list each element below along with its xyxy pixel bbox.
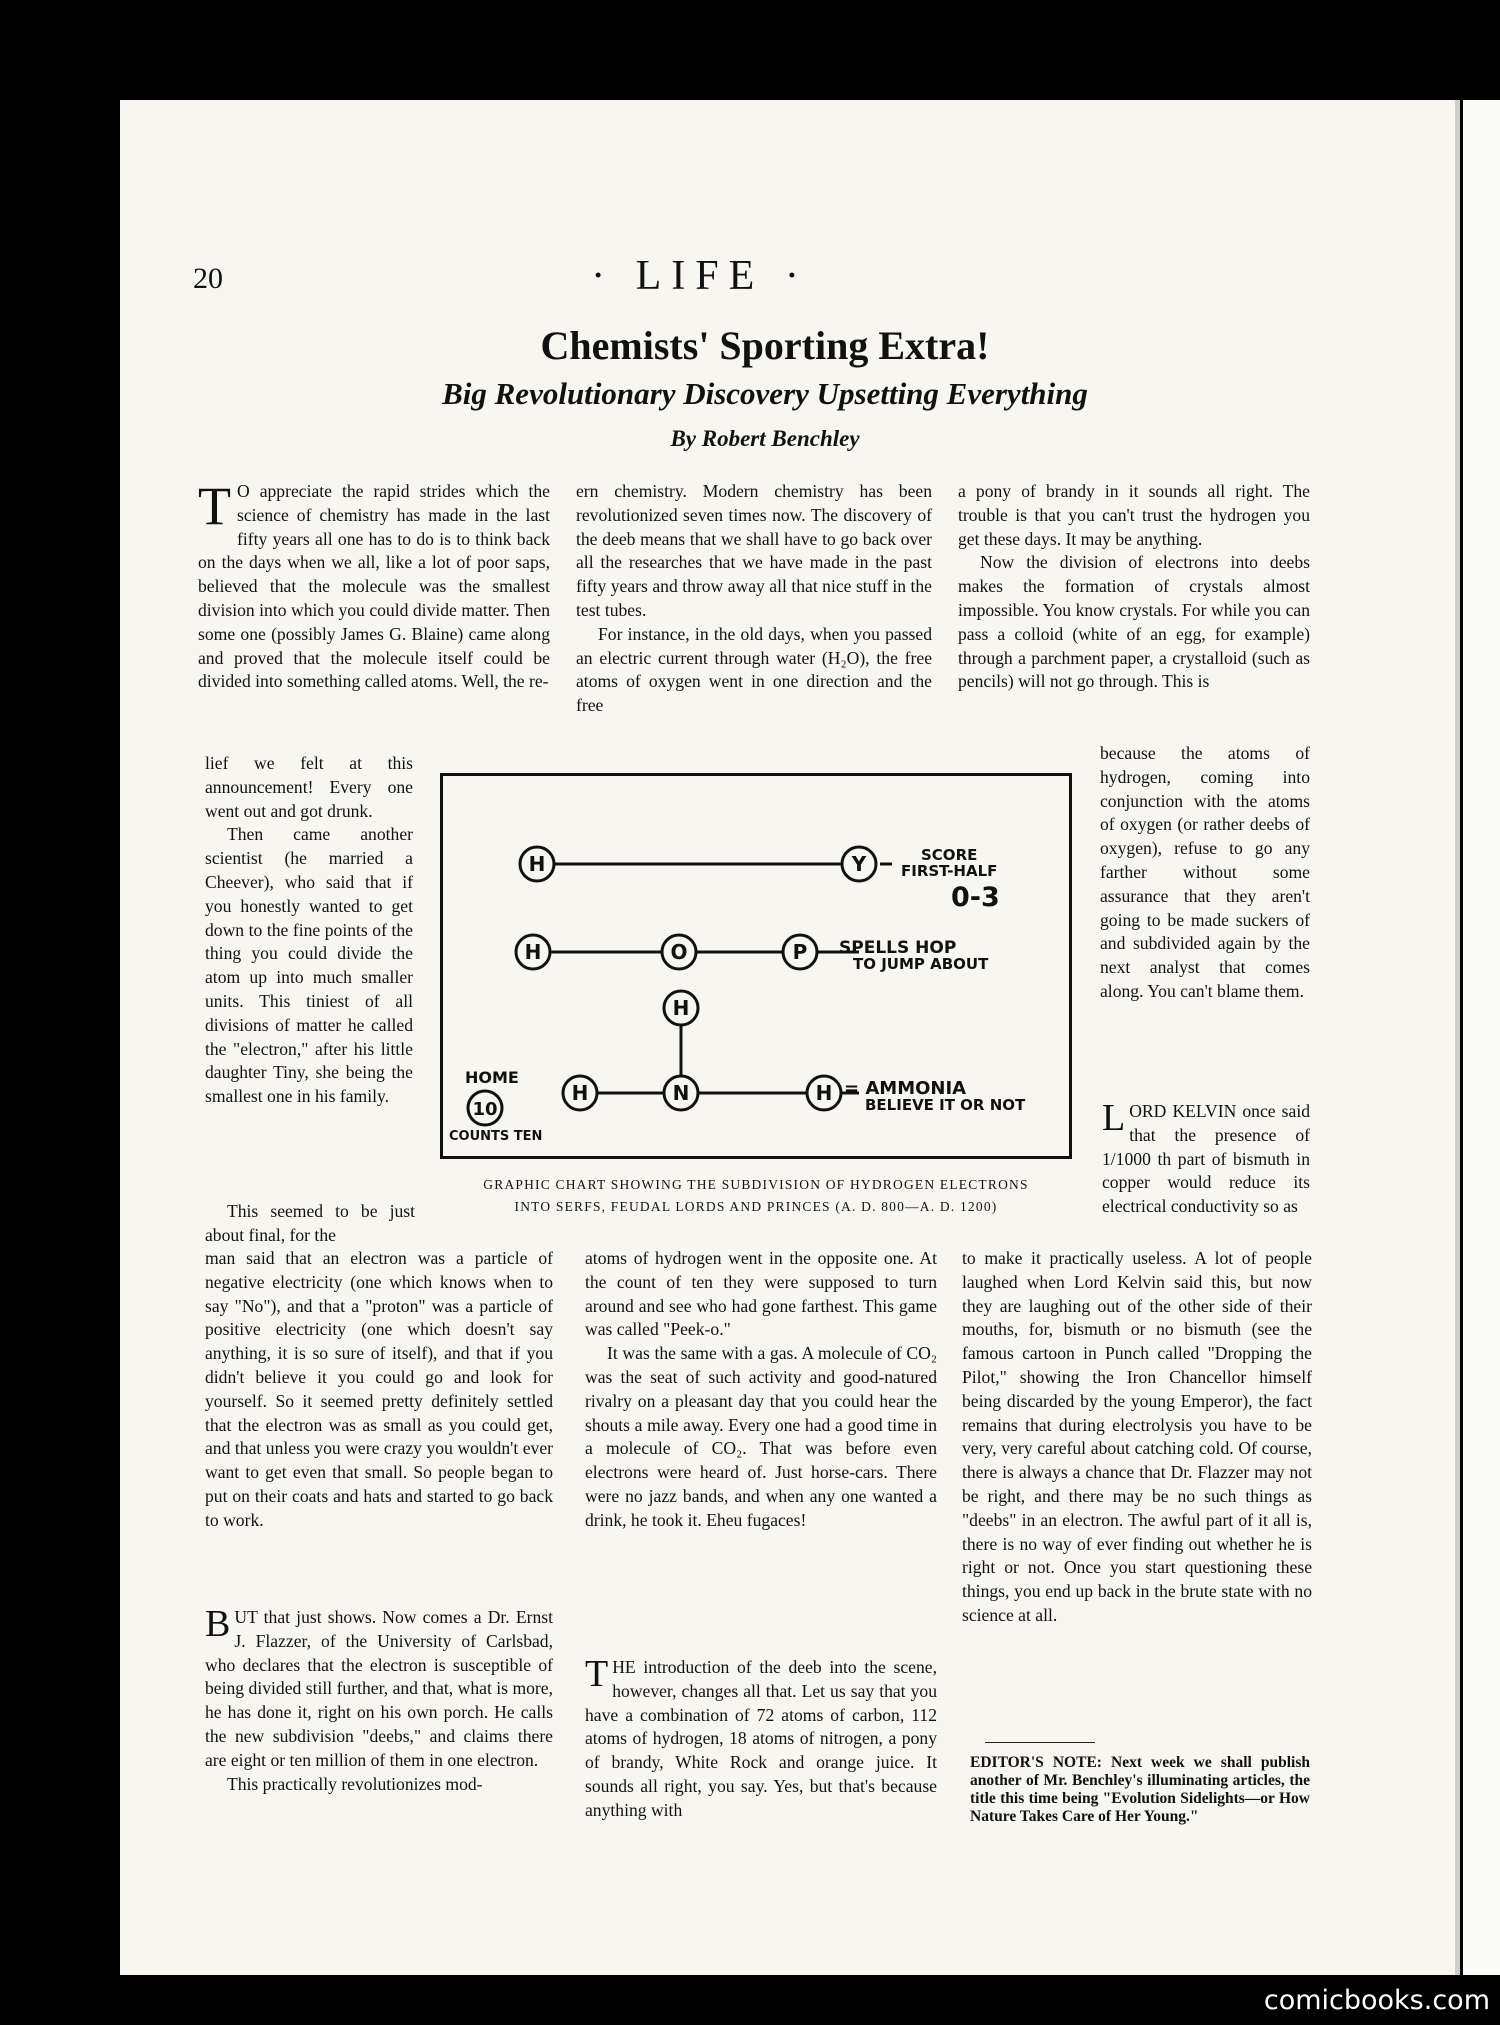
paragraph: This practically revolutionizes mod- (227, 1773, 483, 1794)
atom-label: Y (851, 852, 867, 876)
column-2-bottom (585, 1247, 937, 1533)
note-rule (985, 1742, 1095, 1743)
next-page-edge (1463, 100, 1500, 1975)
chart-caption (440, 1174, 1072, 1218)
paragraph: to make it practically useless. A lot of people laughed when Lord Kelvin said this, but now they are laughing out of the other side of their mouths, for, bismuth or no bismuth (see the famous cartoon in Punch called "Dropping the Pilot," showing the Iron Chancellor himself being discarded by the young Emperor), the fact remains that during electrolysis you have to be very, very careful about catching cold. Of course, there is always a chance that Dr. Flazzer may not be right, and there may be no such things as "deebs" in an electron. The awful part of it all is, there is no way of ever finding out whether he is right or not. Once you start questioning these things, you end up back in the brute state with no science at all. (962, 1248, 1312, 1625)
paragraph: man said that an electron was a particle of negative electricity (one which knows when to say "No"), and that a "proton" was a particle of positive electricity (one which doesn't say anything, it is so sure of itself), and that if you didn't believe it you could go and look for yourself. So it seemed pretty definitely settled that the electron was as small as you could get, and that unless you were crazy you wouldn't ever want to get even that small. So people began to put on their coats and hats and started to go back to work. (205, 1248, 553, 1530)
paragraph: because the atoms of hydrogen, coming into conjunction with the atoms of oxygen (or rather deebs of oxygen), refuse to go any farther without some assurance that they aren't going to be made suckers of and subdivided again by the next analyst that comes along. You can't blame them. (1100, 743, 1310, 1001)
electron-chart (440, 773, 1072, 1159)
atom-label: H (672, 996, 690, 1020)
column-1-wrap (205, 752, 413, 1109)
atom-label: H (571, 1081, 589, 1105)
home-number: 10 (472, 1099, 498, 1120)
paragraph: Then came another scientist (he married a Cheever), who said that if you honestly wanted to get down to the fine points of the thing you could divide the atom up into much smaller units. This tiniest of all divisions of matter he called the "electron," after his little daughter Tiny, she being the smallest one in his family. (205, 824, 413, 1107)
page-edge (1455, 100, 1460, 1975)
watermark: comicbooks.com (1263, 1985, 1490, 2016)
jump-about-label: TO JUMP ABOUT (853, 955, 989, 973)
caption-line: GRAPHIC CHART SHOWING THE SUBDIVISION OF HYDROGEN ELECTRONS (483, 1177, 1029, 1192)
page-number: 20 (193, 262, 223, 295)
byline: By Robert Benchley (670, 426, 860, 451)
column-2-top (576, 480, 932, 718)
column-3-wrap (1100, 742, 1310, 1004)
paragraph: atoms of hydrogen went in the opposite one. At the count of ten they were supposed to turn around and see who had gone farthest. This game was called "Peek-o." (585, 1248, 937, 1340)
paragraph: ern chemistry. Modern chemistry has been revolutionized seven times now. The discovery of the deeb means that we shall have to go back over all the researches that we have made in the past fifty years and throw away all that nice stuff in the test tubes. (576, 481, 932, 620)
counts-ten-label: COUNTS TEN (449, 1129, 543, 1144)
article-subtitle: Big Revolutionary Discovery Upsetting Everything (442, 376, 1088, 411)
paragraph: O appreciate the rapid strides which the science of chemistry has made in the last fifty years all one has to do is to think back on the days when we all, like a lot of poor saps, believed that the molecule was the smallest division into which you could divide matter. Then some one (possibly James G. Blaine) came along and proved that the molecule itself could be divided into something called atoms. Well, the re- (198, 481, 550, 692)
column-2-section-2 (585, 1653, 937, 1823)
masthead: · LIFE · (591, 253, 809, 299)
score-value: 0-3 (951, 882, 1000, 913)
paragraph: Now the division of electrons into deebs makes the formation of crystals almost impossible. You know crystals. For while you can pass a colloid (white of an egg, for example) through a parchment paper, a crystalloid (such as pencils) will not go through. This is (958, 552, 1310, 692)
atom-label: H (815, 1081, 833, 1105)
drop-cap: L (1102, 1097, 1126, 1139)
chart-graphic (443, 776, 1069, 1156)
atom-label: N (672, 1081, 690, 1105)
atom-label: P (792, 940, 808, 964)
paragraph: This seemed to be just about final, for the (205, 1201, 415, 1245)
paragraph: ORD KELVIN once said that the presence of 1/1000 th part of bismuth in copper would reduce its electrical conductivity so as (1102, 1101, 1310, 1217)
column-1-section-2 (205, 1603, 553, 1796)
score-label: SCORE (921, 846, 978, 864)
paragraph: lief we felt at this announcement! Every one went out and got drunk. (205, 753, 413, 821)
paragraph: For instance, in the old days, when you passed an electric current through water (H₂O), the free atoms of oxygen went in one direction and the free (576, 623, 932, 716)
column-3-top (958, 480, 1310, 694)
paragraph: a pony of brandy in it sounds all right. The trouble is that you can't trust the hydrogen you get these days. It may be anything. (958, 481, 1310, 549)
paragraph: It was the same with a gas. A molecule of CO₂ was the seat of such activity and good-natured rivalry on a pleasant day that you could hear the shouts a mile away. Every one had a good time in a molecule of CO₂. That was before even electrons were heard of. Just horse-cars. There were no jazz bands, and when any one wanted a drink, he took it. Eheu fugaces! (585, 1343, 937, 1530)
home-label: HOME (465, 1068, 519, 1087)
atom-label: H (524, 940, 542, 964)
believe-label: BELIEVE IT OR NOT (865, 1096, 1026, 1114)
article-title: Chemists' Sporting Extra! (540, 323, 990, 368)
drop-cap: T (585, 1653, 609, 1695)
column-3-bottom (962, 1247, 1312, 1628)
atom-label: O (670, 940, 688, 964)
ammonia-label: = AMMONIA (844, 1078, 967, 1099)
atom-label: H (528, 852, 546, 876)
column-1-wrap-end (205, 1200, 415, 1248)
paragraph: HE introduction of the deeb into the scene, however, changes all that. Let us say that you have a combination of 72 atoms of carbon, 112 atoms of hydrogen, 18 atoms of nitrogen, a pony of brandy, White Rock and orange juice. It sounds all right, you say. Yes, but that's because anything with (585, 1657, 937, 1820)
column-3-section-2 (1102, 1097, 1310, 1219)
editors-note: EDITOR'S NOTE: Next week we shall publish another of Mr. Benchley's illuminating articles, the title this time being "Evolution Sidelights—or How Nature Takes Care of Her Young." (970, 1754, 1310, 1825)
first-half-label: FIRST-HALF (901, 862, 998, 880)
caption-line: INTO SERFS, FEUDAL LORDS AND PRINCES (A. D. 800—A. D. 1200) (514, 1199, 998, 1214)
paragraph: UT that just shows. Now comes a Dr. Ernst J. Flazzer, of the University of Carlsbad, who declares that the electron is susceptible of being divided still further, and that, what is more, he has done it, right on his own porch. He calls the new subdivision "deebs," and claims there are eight or ten million of them in one electron. (205, 1607, 553, 1770)
column-1-bottom (205, 1247, 553, 1533)
column-1-top (198, 476, 550, 694)
drop-cap: T (198, 476, 231, 536)
spells-hop-label: SPELLS HOP (839, 938, 957, 958)
drop-cap: B (205, 1603, 231, 1645)
